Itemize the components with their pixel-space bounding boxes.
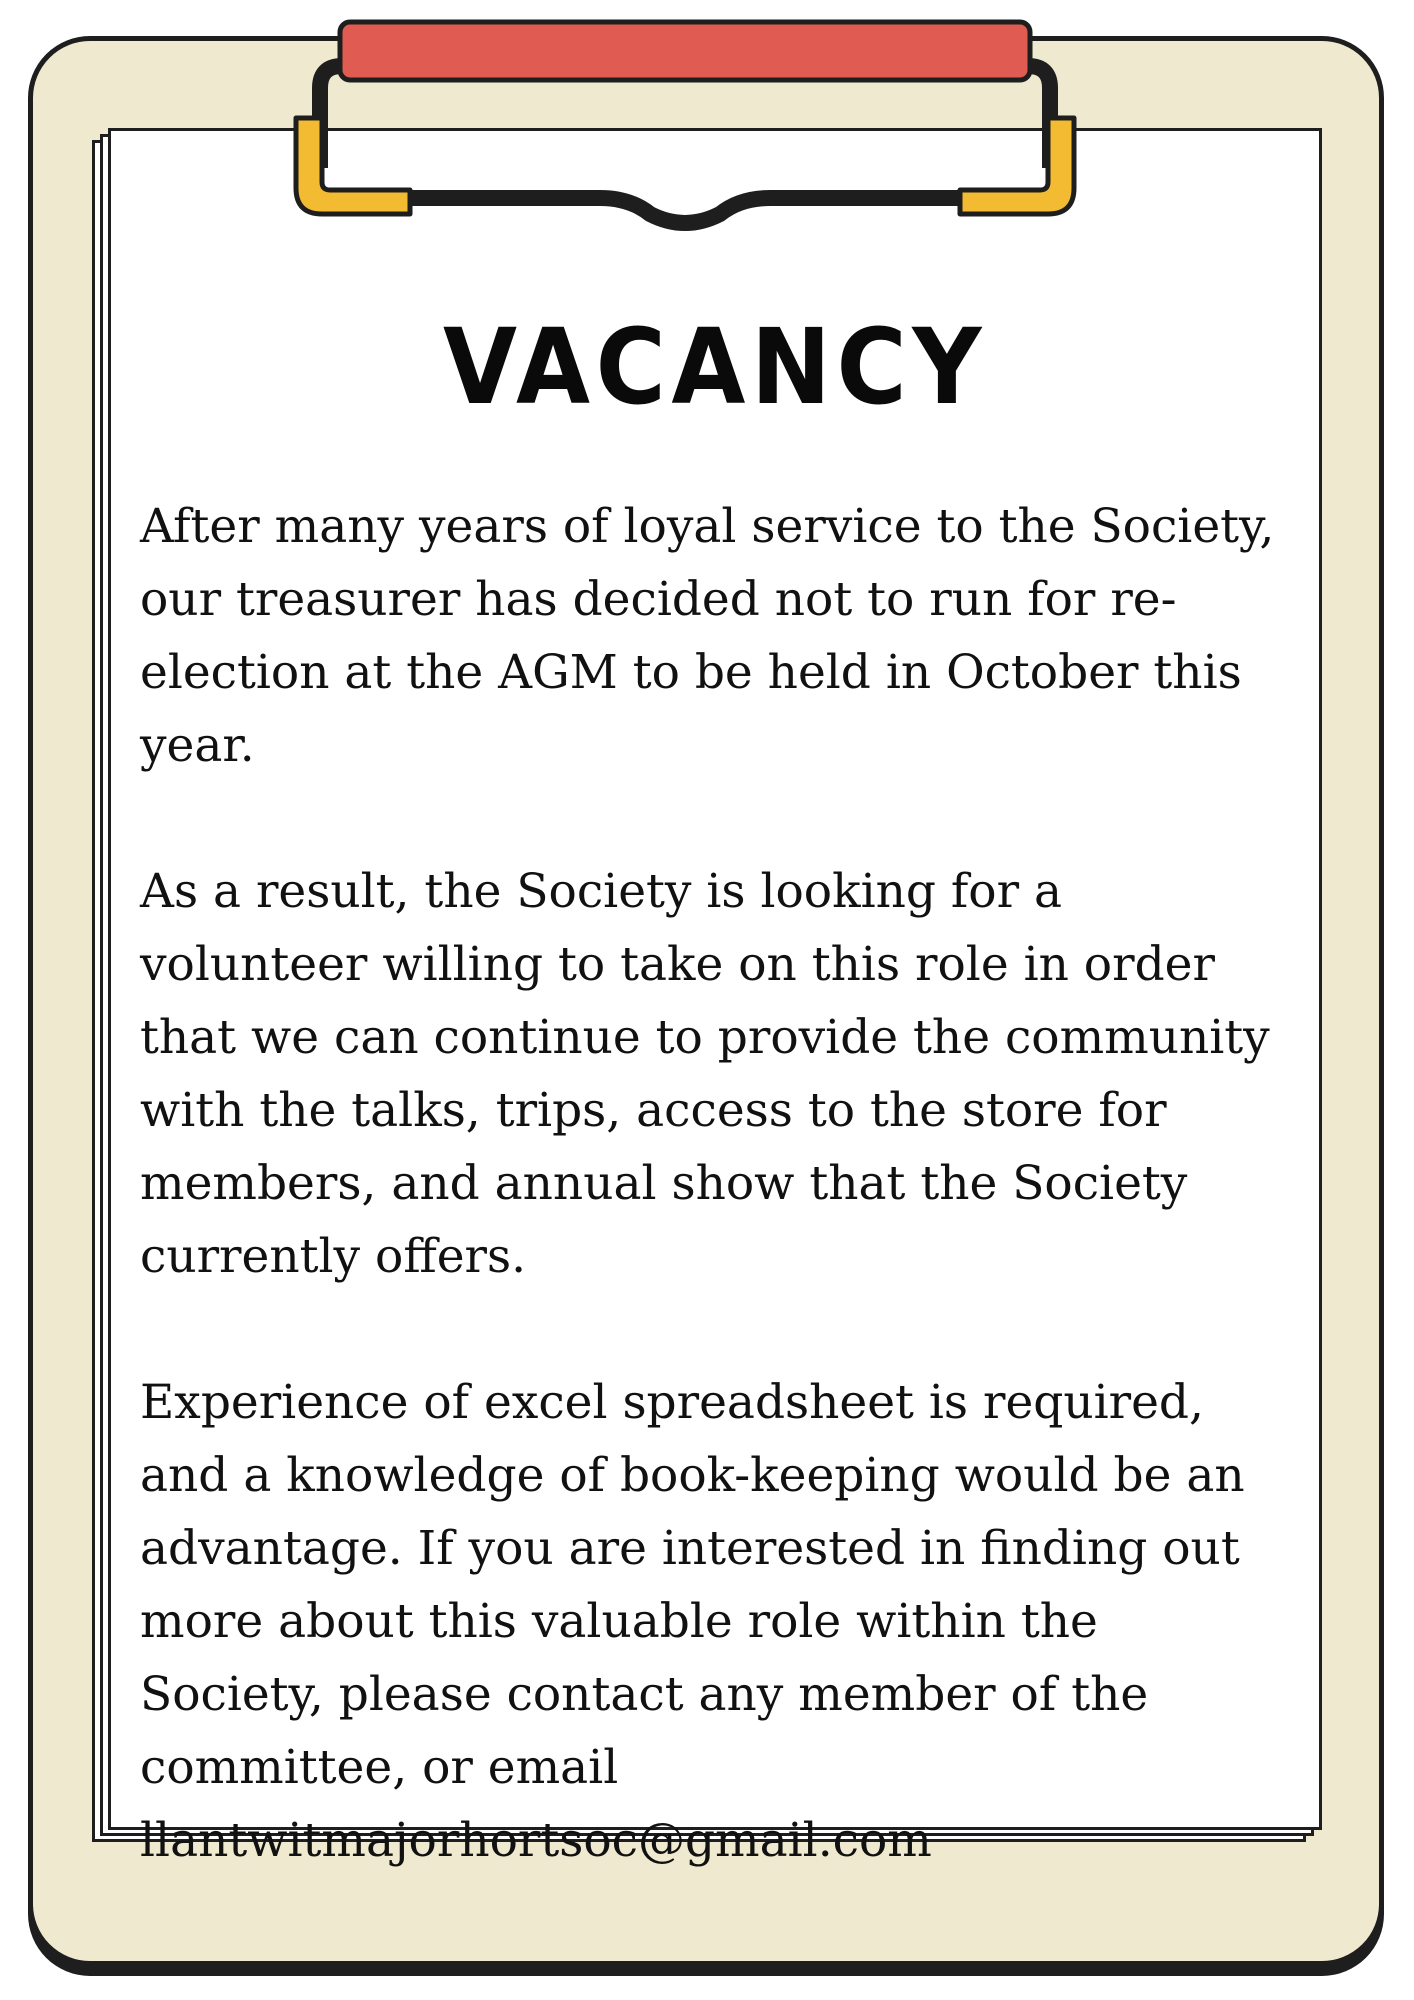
clipboard-clip-icon [290, 18, 1080, 238]
notice-title: VACANCY [442, 306, 988, 428]
notice-body [140, 490, 1290, 1877]
notice-paragraph-2: As a result, the Society is looking for a volunteer willing to take on this role in order that we can continue to provide the community with the talks, trips, access to the store for members, and annual show that the Society currently offers. [140, 864, 1270, 1284]
notice-paragraph-1: After many years of loyal service to the Society, our treasurer has decided not to run for re-election at the AGM to be held in October this year. [140, 499, 1275, 773]
notice-paragraph-3: Experience of excel spreadsheet is required, and a knowledge of book-keeping would be an advantage. If you are interested in finding out more about this valuable role within the Society, please contact any member of the committee, or email llantwitmajorhortsoc@gmail.com [140, 1375, 1245, 1868]
